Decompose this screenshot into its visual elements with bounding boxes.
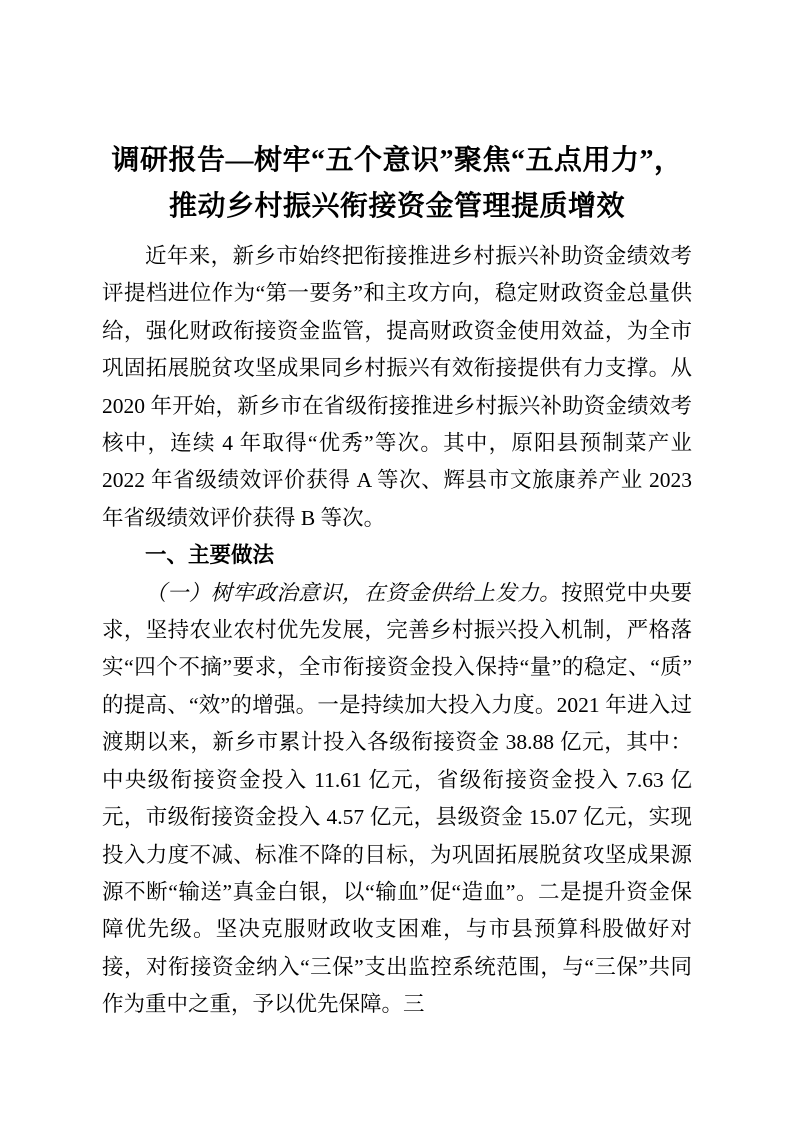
intro-paragraph: 近年来，新乡市始终把衔接推进乡村振兴补助资金绩效考评提档进位作为“第一要务”和主攻方向，稳定财政资金总量供给，强化财政衔接资金监管，提高财政资金使用效益，为全市巩固拓展脱贫攻坚成果同乡村振兴有效衔接提供有力支撑。从 2020 年开始，新乡市在省级衔接推进乡村振兴补助资金绩效考核中，连续 4 年取得“优秀”等次。其中，原阳县预制菜产业 2022 年省级绩效评价获得 A 等次、辉县市文旅康养产业 2023 年省级绩效评价获得 B 等次。 [102,244,692,530]
document-title-line-2: 推动乡村振兴衔接资金管理提质增效 [168,191,625,222]
section-heading-main-practices: 一、主要做法 [145,543,275,568]
document-title [102,138,692,230]
document-title-line-1: 调研报告—树牢“五个意识”聚焦“五点用力”， [111,145,683,176]
section-item-1-lead: （一）树牢政治意识，在资金供给上发力。 [145,580,561,605]
section-item-1-paragraph [102,575,692,1024]
section-item-1-body: 按照党中央要求，坚持农业农村优先发展，完善乡村振兴投入机制，严格落实“四个不摘”要求，全市衔接资金投入保持“量”的稳定、“质”的提高、“效”的增强。一是持续加大投入力度。2021 年进入过渡期以来，新乡市累计投入各级衔接资金 38.88 亿元，其中：中央级衔接资金投入 11.61 亿元，省级衔接资金投入 7.63 亿元，市级衔接资金投入 4.57 亿元，县级资金 15.07 亿元，实现投入力度不减、标准不降的目标，为巩固拓展脱贫攻坚成果源源不断“输送”真金白银，以“输血”促“造血”。二是提升资金保障优先级。坚决克服财政收支困难，与市县预算科股做好对接，对衔接资金纳入“三保”支出监控系统范围，与“三保”共同作为重中之重，予以优先保障。三 [102,580,692,1017]
document-body [102,238,692,1024]
